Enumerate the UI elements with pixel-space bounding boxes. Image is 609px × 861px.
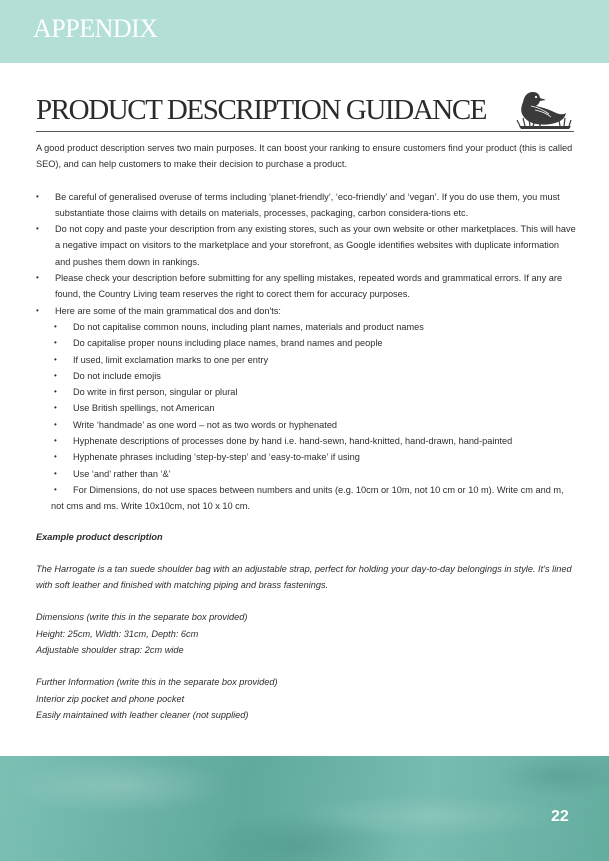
title-divider: [36, 131, 574, 132]
list-item: • Write ‘handmade’ as one word – not as two words or hyphenated: [36, 417, 576, 433]
grammar-list: [36, 319, 576, 515]
intro-paragraph: A good product description serves two main purposes. It can boost your ranking to ensure customers find your product (this is called SEO), and can help customers to make their decision to purchase a product.: [36, 143, 573, 170]
further-info-label: Further Information (write this in the separate box provided): [36, 677, 278, 688]
duck-illustration-icon: [509, 82, 577, 134]
list-item: • Hyphenate descriptions of processes done by hand i.e. hand-sewn, hand-knitted, hand-drawn, hand-painted: [36, 433, 576, 449]
list-item: • Use British spellings, not American: [36, 400, 576, 416]
dimensions-label: Dimensions (write this in the separate box provided): [36, 612, 248, 623]
example-heading: Example product description: [36, 531, 163, 542]
section-label: APPENDIX: [33, 14, 158, 43]
list-item: • Use ‘and’ rather than ‘&’: [36, 466, 576, 482]
footer-band: [0, 756, 609, 861]
list-item: • Be careful of generalised overuse of terms including ‘planet-friendly’, ‘eco-friendly’ and ‘vegan’. If you do use them, you must substantiate those claims with details on materials, processes, packaging, carbon considera-tions etc.: [36, 189, 576, 222]
further-info-line: Easily maintained with leather cleaner (not supplied): [36, 709, 249, 720]
list-item: • Hyphenate phrases including ‘step-by-step’ and ‘easy-to-make’ if using: [36, 449, 576, 465]
list-item: • Do not include emojis: [36, 368, 576, 384]
guidance-content: [36, 140, 576, 723]
strap-line: Adjustable shoulder strap: 2cm wide: [36, 645, 184, 656]
list-item: • Please check your description before submitting for any spelling mistakes, repeated words and grammatical errors. If any are found, the Country Living team reserves the right to corect them for accuracy purposes.: [36, 270, 576, 303]
further-info-line: Interior zip pocket and phone pocket: [36, 693, 185, 704]
list-item: • Do not copy and paste your description from any existing stores, such as your own website or other marketplaces. This will have a negative impact on visitors to the marketplace and your storefront, as Google identifies websites with duplicate information and pushes them down in rankings.: [36, 221, 576, 270]
page-number: 22: [551, 808, 569, 825]
list-item: • For Dimensions, do not use spaces between numbers and units (e.g. 10cm or 10m, not 10 cm or 10 m). Write cm and m, not cms and ms. Write 10x10cm, not 10 x 10 cm.: [36, 482, 576, 515]
list-item: • If used, limit exclamation marks to one per entry: [36, 352, 576, 368]
example-description: The Harrogate is a tan suede shoulder bag with an adjustable strap, perfect for holding your day-to-day belongings in style. It’s lined with soft leather and finished with matching piping and brass fastenings.: [36, 563, 572, 591]
list-item: • Do write in first person, singular or plural: [36, 384, 576, 400]
list-item: • Do not capitalise common nouns, including plant names, materials and product names: [36, 319, 576, 335]
guidance-list: [36, 189, 576, 319]
page-title: PRODUCT DESCRIPTION GUIDANCE: [36, 94, 487, 126]
list-item: • Here are some of the main grammatical dos and don'ts:: [36, 303, 576, 319]
list-item: • Do capitalise proper nouns including place names, brand names and people: [36, 335, 576, 351]
dimensions-line: Height: 25cm, Width: 31cm, Depth: 6cm: [36, 628, 199, 639]
